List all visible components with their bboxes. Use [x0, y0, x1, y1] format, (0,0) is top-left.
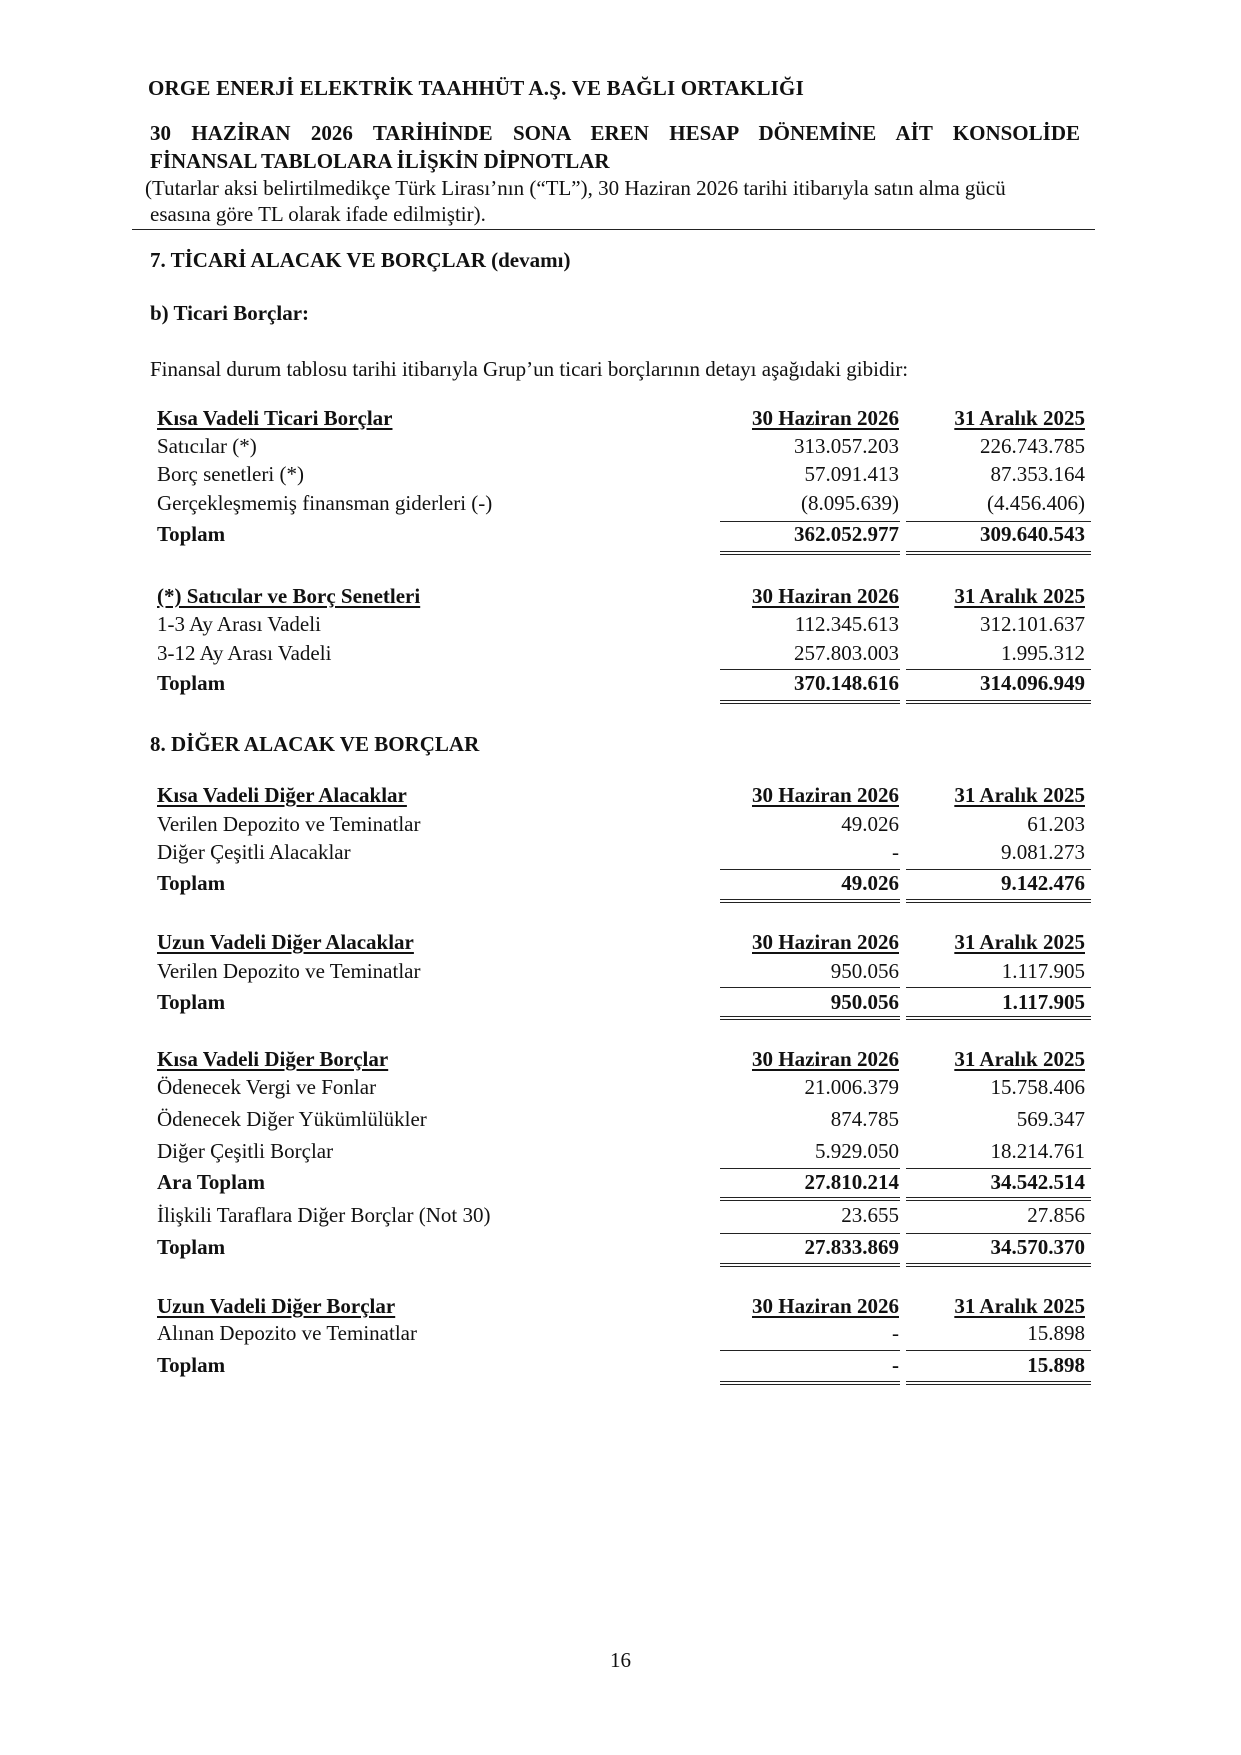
- table-title: Uzun Vadeli Diğer Borçlar: [157, 1294, 396, 1318]
- section-7-heading: 7. TİCARİ ALACAK VE BORÇLAR (devamı): [150, 248, 571, 272]
- table-title: (*) Satıcılar ve Borç Senetleri: [157, 584, 421, 608]
- double-rule: [720, 1197, 900, 1201]
- subtotal-value-2025: 34.542.514: [990, 1170, 1085, 1194]
- row-label: Ödenecek Vergi ve Fonlar: [157, 1075, 377, 1099]
- subtotal-rule: [906, 1168, 1091, 1169]
- total-label: Toplam: [157, 522, 226, 546]
- column-header-2026: 30 Haziran 2026: [752, 1294, 899, 1318]
- section-7b-subheading: b) Ticari Borçlar:: [150, 301, 310, 325]
- row-value-2026: 49.026: [841, 812, 899, 836]
- row-label: Verilen Depozito ve Teminatlar: [157, 959, 421, 983]
- total-rule: [720, 1233, 900, 1234]
- total-value-2025: 309.640.543: [980, 522, 1085, 546]
- report-title-line2: FİNANSAL TABLOLARA İLİŞKİN DİPNOTLAR: [150, 149, 610, 173]
- column-header-2025: 31 Aralık 2025: [954, 1047, 1085, 1071]
- row-value-2026: 874.785: [830, 1107, 899, 1131]
- table-title: Kısa Vadeli Diğer Borçlar: [157, 1047, 389, 1071]
- row-label: Borç senetleri (*): [157, 462, 304, 486]
- row-value-2025: 9.081.273: [1001, 840, 1085, 864]
- row-value-2026: 313.057.203: [794, 434, 899, 458]
- total-label: Toplam: [157, 871, 226, 895]
- total-label: Toplam: [157, 1353, 226, 1377]
- total-label: Toplam: [157, 671, 226, 695]
- related-party-value-2026: 23.655: [841, 1203, 899, 1227]
- column-header-2025: 31 Aralık 2025: [954, 1294, 1085, 1318]
- row-value-2026: 257.803.003: [794, 641, 899, 665]
- currency-note-line1: (Tutarlar aksi belirtilmedikçe Türk Lirası’nın (“TL”), 30 Haziran 2026 tarihi itibarıyla satın alma gücü: [145, 176, 1006, 200]
- total-rule: [906, 869, 1091, 870]
- report-title-line1: 30 HAZİRAN 2026 TARİHİNDE SONA EREN HESAP DÖNEMİNE AİT KONSOLİDE: [150, 121, 1080, 145]
- table-title: Uzun Vadeli Diğer Alacaklar: [157, 930, 414, 954]
- row-label: Ödenecek Diğer Yükümlülükler: [157, 1107, 427, 1131]
- related-party-label: İlişkili Taraflara Diğer Borçlar (Not 30): [157, 1203, 491, 1227]
- double-rule: [906, 1263, 1091, 1267]
- total-value-2026: 370.148.616: [794, 671, 899, 695]
- column-header-2026: 30 Haziran 2026: [752, 406, 899, 430]
- row-value-2026: 57.091.413: [804, 462, 899, 486]
- double-rule: [720, 551, 900, 555]
- double-rule: [906, 1197, 1091, 1201]
- row-value-2026: 950.056: [830, 959, 899, 983]
- column-header-2025: 31 Aralık 2025: [954, 406, 1085, 430]
- row-label: Diğer Çeşitli Alacaklar: [157, 840, 351, 864]
- subtotal-rule: [720, 1168, 900, 1169]
- double-rule: [906, 899, 1091, 903]
- total-label: Toplam: [157, 1235, 226, 1259]
- column-header-2025: 31 Aralık 2025: [954, 930, 1085, 954]
- row-label: 3-12 Ay Arası Vadeli: [157, 641, 332, 665]
- total-rule: [906, 1350, 1091, 1351]
- currency-note-line2: esasına göre TL olarak ifade edilmiştir).: [150, 202, 486, 226]
- column-header-2026: 30 Haziran 2026: [752, 584, 899, 608]
- column-header-2026: 30 Haziran 2026: [752, 1047, 899, 1071]
- double-rule: [720, 700, 900, 704]
- row-label: Verilen Depozito ve Teminatlar: [157, 812, 421, 836]
- total-rule: [906, 987, 1091, 988]
- total-value-2026: 362.052.977: [794, 522, 899, 546]
- total-value-2025: 15.898: [1027, 1353, 1085, 1377]
- row-value-2026: 5.929.050: [815, 1139, 899, 1163]
- double-rule: [906, 700, 1091, 704]
- total-value-2026: 27.833.869: [804, 1235, 899, 1259]
- total-rule: [720, 1350, 900, 1351]
- total-value-2026: -: [892, 1353, 899, 1377]
- subtotal-value-2026: 27.810.214: [804, 1170, 899, 1194]
- row-label: Gerçekleşmemiş finansman giderleri (-): [157, 491, 493, 515]
- row-value-2025: 312.101.637: [980, 612, 1085, 636]
- row-value-2025: 1.117.905: [1001, 959, 1085, 983]
- row-value-2025: 226.743.785: [980, 434, 1085, 458]
- company-name: ORGE ENERJİ ELEKTRİK TAAHHÜT A.Ş. VE BAĞLI ORTAKLIĞI: [148, 76, 804, 100]
- double-rule: [720, 899, 900, 903]
- row-value-2025: 15.758.406: [990, 1075, 1085, 1099]
- double-rule: [906, 1016, 1091, 1020]
- header-divider: [132, 229, 1095, 230]
- total-value-2025: 34.570.370: [990, 1235, 1085, 1259]
- total-value-2025: 314.096.949: [980, 671, 1085, 695]
- double-rule: [906, 1381, 1091, 1385]
- double-rule: [720, 1263, 900, 1267]
- column-header-2026: 30 Haziran 2026: [752, 783, 899, 807]
- column-header-2026: 30 Haziran 2026: [752, 930, 899, 954]
- total-rule: [720, 987, 900, 988]
- total-label: Toplam: [157, 990, 226, 1014]
- row-label: Satıcılar (*): [157, 434, 257, 458]
- section-8-heading: 8. DİĞER ALACAK VE BORÇLAR: [150, 732, 480, 756]
- double-rule: [720, 1381, 900, 1385]
- row-label: Alınan Depozito ve Teminatlar: [157, 1321, 417, 1345]
- total-value-2025: 1.117.905: [1002, 990, 1085, 1014]
- total-rule: [720, 869, 900, 870]
- row-value-2025: 61.203: [1027, 812, 1085, 836]
- total-rule: [906, 669, 1091, 670]
- total-value-2025: 9.142.476: [1001, 871, 1085, 895]
- row-value-2025: (4.456.406): [987, 491, 1085, 515]
- column-header-2025: 31 Aralık 2025: [954, 783, 1085, 807]
- related-party-value-2025: 27.856: [1027, 1203, 1085, 1227]
- page-number: 16: [610, 1648, 631, 1672]
- row-value-2026: 21.006.379: [804, 1075, 899, 1099]
- row-value-2026: -: [892, 1321, 899, 1345]
- column-header-2025: 31 Aralık 2025: [954, 584, 1085, 608]
- row-value-2025: 15.898: [1027, 1321, 1085, 1345]
- double-rule: [720, 1016, 900, 1020]
- row-value-2025: 569.347: [1016, 1107, 1085, 1131]
- total-rule: [720, 669, 900, 670]
- row-value-2025: 18.214.761: [990, 1139, 1085, 1163]
- double-rule: [906, 551, 1091, 555]
- table-title: Kısa Vadeli Diğer Alacaklar: [157, 783, 407, 807]
- total-value-2026: 950.056: [830, 990, 899, 1014]
- row-value-2025: 87.353.164: [990, 462, 1085, 486]
- total-rule: [906, 1233, 1091, 1234]
- row-value-2025: 1.995.312: [1001, 641, 1085, 665]
- row-value-2026: 112.345.613: [794, 612, 899, 636]
- row-label: 1-3 Ay Arası Vadeli: [157, 612, 321, 636]
- row-value-2026: (8.095.639): [801, 491, 899, 515]
- section-7b-intro: Finansal durum tablosu tarihi itibarıyla Grup’un ticari borçlarının detayı aşağıdaki gibidir:: [150, 357, 909, 381]
- subtotal-label: Ara Toplam: [157, 1170, 265, 1194]
- total-value-2026: 49.026: [841, 871, 899, 895]
- row-label: Diğer Çeşitli Borçlar: [157, 1139, 334, 1163]
- row-value-2026: -: [892, 840, 899, 864]
- table-title: Kısa Vadeli Ticari Borçlar: [157, 406, 393, 430]
